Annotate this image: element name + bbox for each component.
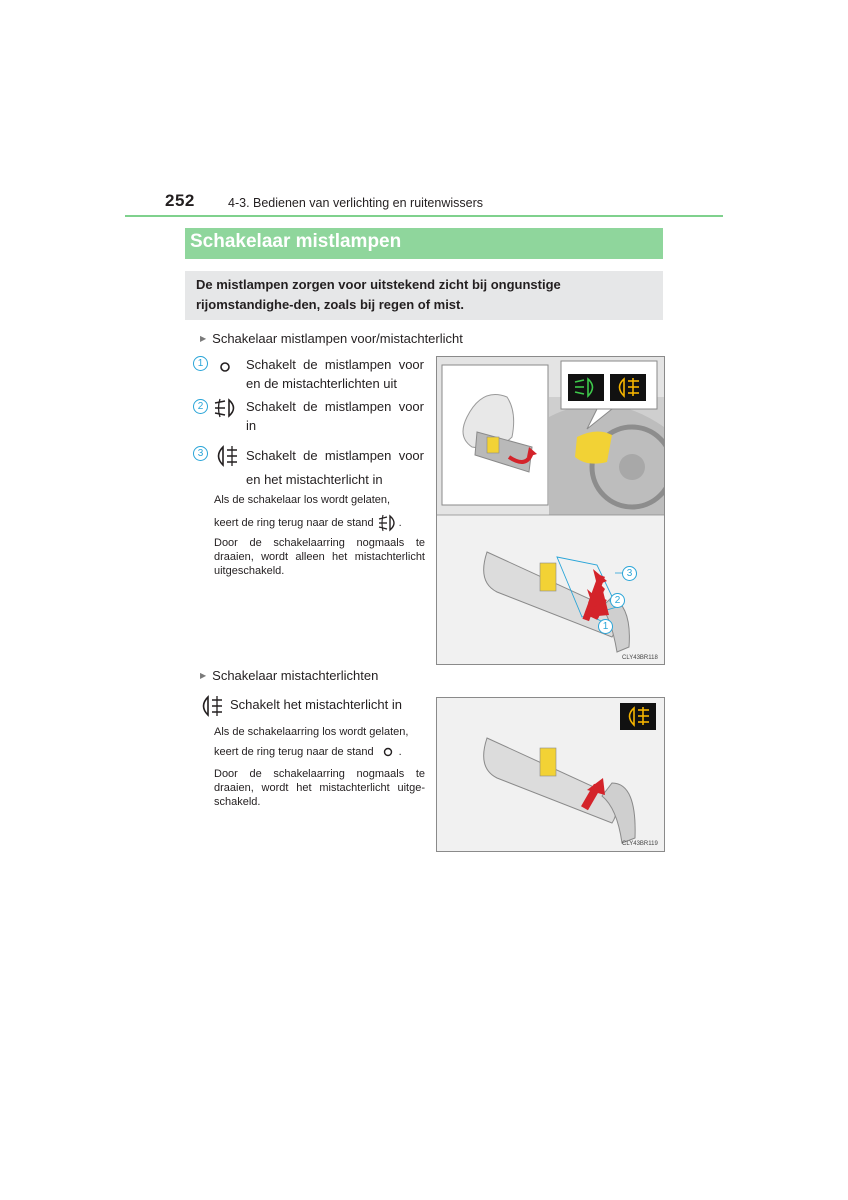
figure-fog-switch bbox=[436, 356, 665, 665]
page-number: 252 bbox=[165, 191, 195, 210]
bullet-triangle-icon: ▶ bbox=[200, 671, 207, 680]
rear-fog-icon bbox=[197, 694, 225, 718]
front-fog-icon bbox=[377, 514, 399, 532]
figure-fog-switch-illustration bbox=[437, 357, 664, 664]
note-release-line1: Als de schakelaar los wordt gelaten, bbox=[214, 494, 391, 506]
figure-callout-3: 3 bbox=[622, 566, 637, 581]
intro-text: De mistlampen zorgen voor uitstekend zicht bij ongunstige rijomstandighe-den, zoals bij regen of mist. bbox=[196, 277, 561, 312]
note2-rotate-again: Door de schakelaarring nogmaals te draaien, wordt het mistachterlicht uitge-schakeld. bbox=[214, 768, 425, 808]
subheading-front-rear-fog bbox=[200, 331, 463, 346]
figure-rear-fog-illustration bbox=[437, 698, 664, 851]
callout-number-1: 1 bbox=[193, 356, 208, 371]
note2-release-text: keert de ring terug naar de stand bbox=[214, 746, 374, 758]
note-rotate-again: Door de schakelaarring nogmaals te draaien, wordt alleen het mistachterlicht uitgeschakeld. bbox=[214, 537, 425, 577]
rear-fog-icon bbox=[212, 444, 240, 468]
bullet-triangle-icon: ▶ bbox=[200, 334, 207, 343]
off-position-icon bbox=[377, 745, 399, 759]
figure-callout-2: 2 bbox=[610, 593, 625, 608]
figure-callout-1: 1 bbox=[598, 619, 613, 634]
off-position-icon bbox=[218, 360, 232, 374]
note-release-end: . bbox=[398, 516, 402, 529]
callout-number-3: 3 bbox=[193, 446, 208, 461]
note-release-line2 bbox=[214, 514, 402, 532]
front-fog-icon bbox=[212, 397, 240, 419]
item-1-text: Schakelt de mistlampen voor en de mistachterlichten uit bbox=[246, 357, 424, 391]
callout-number-2: 2 bbox=[193, 399, 208, 414]
figure-code: CLY43BR119 bbox=[622, 841, 658, 847]
rear-fog-item-text: Schakelt het mistachterlicht in bbox=[230, 697, 402, 712]
note2-release-line1: Als de schakelaarring los wordt gelaten, bbox=[214, 726, 409, 738]
note-release-text: keert de ring terug naar de stand bbox=[214, 516, 374, 529]
header-divider bbox=[125, 215, 723, 217]
note2-release-end: . bbox=[398, 746, 402, 758]
figure-code: CLY43BR118 bbox=[622, 655, 658, 661]
subheading-label: Schakelaar mistachterlichten bbox=[212, 668, 379, 683]
note2-release-line2 bbox=[214, 745, 402, 759]
page-title: Schakelaar mistlampen bbox=[190, 231, 402, 252]
item-2-text: Schakelt de mistlampen voor in bbox=[246, 399, 424, 433]
item-3-text: Schakelt de mistlampen voor en het mistachterlicht in bbox=[246, 448, 424, 487]
figure-rear-fog-switch bbox=[436, 697, 665, 852]
section-heading: 4-3. Bedienen van verlichting en ruitenwissers bbox=[228, 196, 483, 210]
subheading-rear-fog bbox=[200, 668, 378, 683]
subheading-label: Schakelaar mistlampen voor/mistachterlicht bbox=[212, 331, 463, 346]
